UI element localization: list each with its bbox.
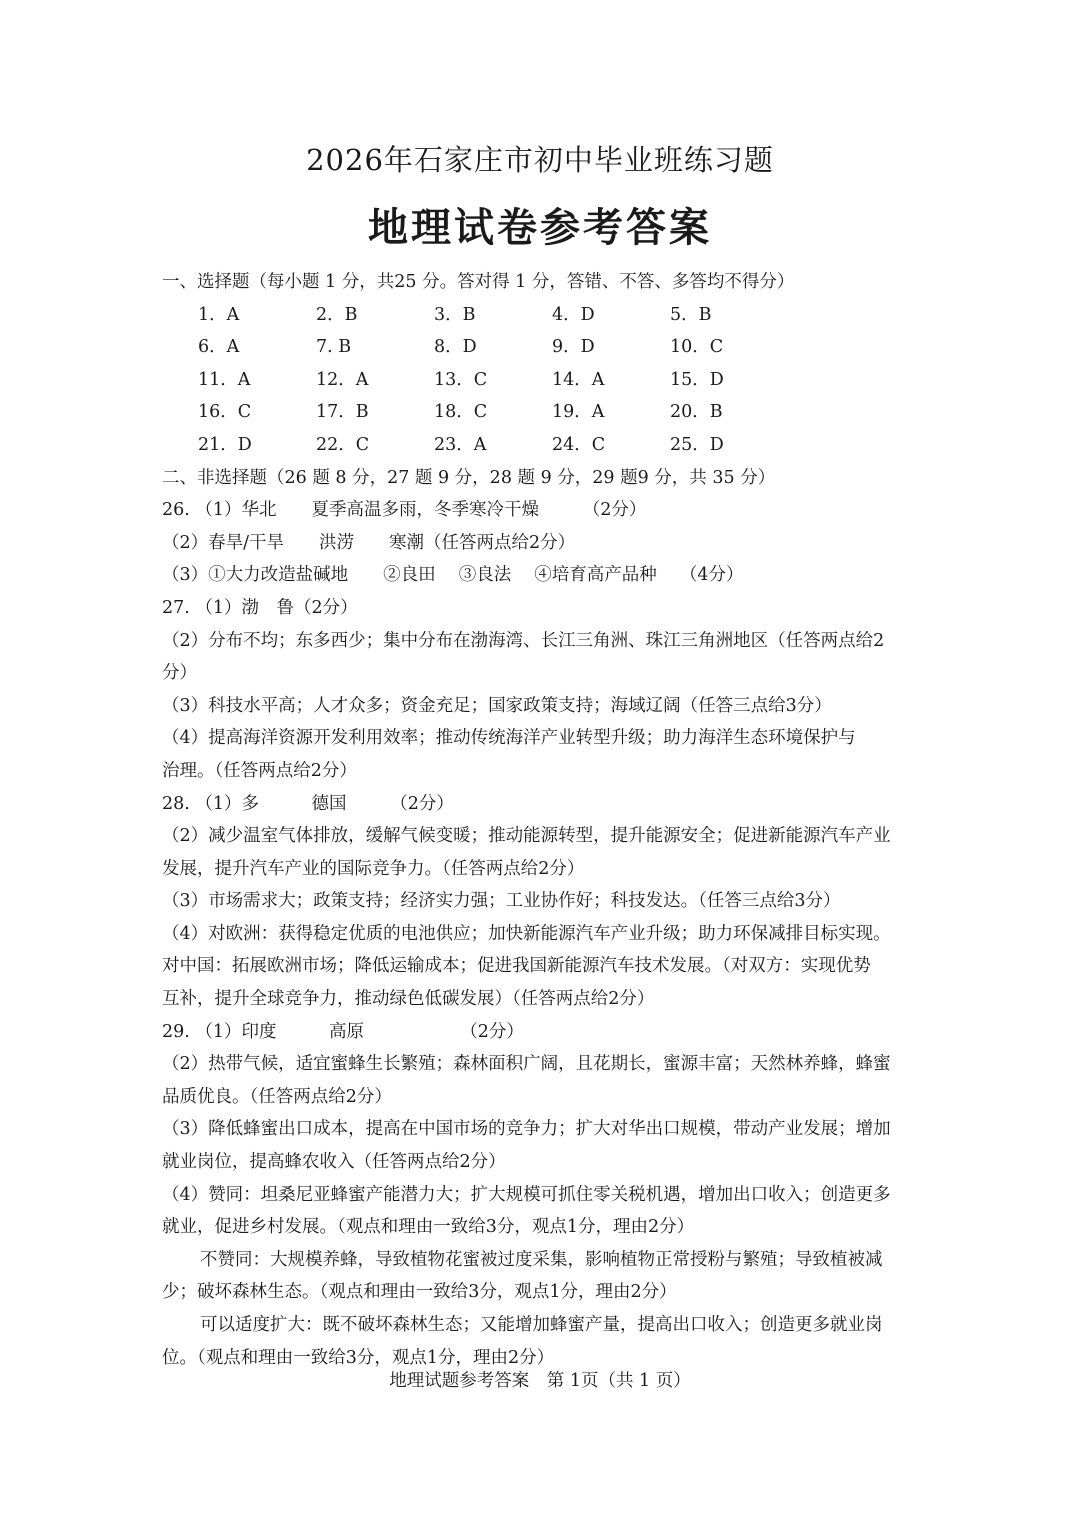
answer-line: （3）市场需求大；政策支持；经济实力强；工业协作好；科技发达。（任答三点给3分） bbox=[162, 891, 841, 912]
answer-line: （2）春旱/干旱 洪涝 寒潮（任答两点给2分） bbox=[162, 532, 576, 553]
answer-line: 就业，促进乡村发展。（观点和理由一致给3分，观点1分，理由2分） bbox=[162, 1217, 695, 1238]
answer-item: 5．B bbox=[670, 304, 712, 325]
answer-line: 对中国：拓展欧洲市场；降低运输成本；促进我国新能源汽车技术发展。（对双方：实现优势 bbox=[162, 956, 871, 977]
section2-heading: 二、非选择题（26 题 8 分，27 题 9 分，28 题 9 分，29 题9 分，共 35 分） bbox=[162, 467, 776, 488]
answer-item: 14．A bbox=[552, 369, 605, 390]
answer-row bbox=[162, 396, 922, 429]
answer-line: （2）热带气候，适宜蜜蜂生长繁殖；森林面积广阔，且花期长，蜜源丰富；天然林养蜂，蜂蜜 bbox=[162, 1054, 891, 1075]
answer-item: 8．D bbox=[434, 337, 477, 358]
answer-item: 25．D bbox=[670, 434, 724, 455]
answer-item: 18．C bbox=[434, 402, 488, 423]
answer-line: 不赞同：大规模养蜂，导致植物花蜜被过度采集，影响植物正常授粉与繁殖；导致植被减 bbox=[200, 1249, 883, 1270]
answer-item: 1．A bbox=[198, 304, 240, 325]
answer-line: （4）提高海洋资源开发利用效率；推动传统海洋产业转型升级；助力海洋生态环境保护与 bbox=[162, 728, 856, 749]
answer-item: 22．C bbox=[316, 434, 370, 455]
section1-heading: 一、选择题（每小题 1 分，共25 分。答对得 1 分，答错、不答、多答均不得分） bbox=[162, 272, 795, 292]
answer-item: 19．A bbox=[552, 402, 605, 423]
answer-body bbox=[162, 266, 922, 1374]
answer-line: 就业岗位，提高蜂农收入（任答两点给2分） bbox=[162, 1152, 506, 1173]
answer-line: 可以适度扩大：既不破坏森林生态；又能增加蜂蜜产量，提高出口收入；创造更多就业岗 bbox=[200, 1315, 883, 1335]
answer-line: （3）降低蜂蜜出口成本，提高在中国市场的竞争力；扩大对华出口规模，带动产业发展；增加 bbox=[162, 1119, 891, 1140]
answer-line: 互补，提升全球竞争力，推动绿色低碳发展）（任答两点给2分） bbox=[162, 989, 655, 1010]
answer-line: 分） bbox=[162, 663, 197, 684]
answer-line: 位。（观点和理由一致给3分，观点1分，理由2分） bbox=[162, 1347, 555, 1368]
answer-item: 6．A bbox=[198, 337, 240, 358]
answer-item: 9．D bbox=[552, 337, 595, 358]
answer-line: （4）赞同：坦桑尼亚蜂蜜产能潜力大；扩大规模可抓住零关税机遇，增加出口收入；创造更多 bbox=[162, 1184, 891, 1205]
answer-item: 3．B bbox=[434, 304, 476, 325]
exam-title: 2026年石家庄市初中毕业班练习题 bbox=[306, 143, 774, 177]
answer-line: 发展，提升汽车产业的国际竞争力。（任答两点给2分） bbox=[162, 858, 585, 879]
answer-line: 品质优良。（任答两点给2分） bbox=[162, 1086, 392, 1107]
answer-line: （2）减少温室气体排放，缓解气候变暖；推动能源转型，提升能源安全；促进新能源汽车产业 bbox=[162, 826, 891, 847]
answer-item: 12．A bbox=[316, 369, 369, 390]
answer-item: 23．A bbox=[434, 434, 487, 455]
answer-item: 24．C bbox=[552, 434, 606, 455]
answer-item: 7. B bbox=[316, 337, 352, 358]
answer-item: 21．D bbox=[198, 434, 252, 455]
answer-line: （4）对欧洲：获得稳定优质的电池供应；加快新能源汽车产业升级；助力环保减排目标实现。 bbox=[162, 923, 891, 944]
answer-item: 17．B bbox=[316, 402, 369, 423]
answer-item: 4．D bbox=[552, 304, 595, 325]
answer-line: 少；破坏森林生态。（观点和理由一致给3分，观点1分，理由2分） bbox=[162, 1282, 677, 1303]
answer-row bbox=[162, 299, 922, 332]
answer-item: 10．C bbox=[670, 337, 724, 358]
answer-item: 2．B bbox=[316, 304, 358, 325]
answer-line: 27. （1）渤 鲁（2分） bbox=[162, 597, 358, 618]
answer-line: 26. （1）华北 夏季高温多雨，冬季寒冷干燥 （2分） bbox=[162, 500, 647, 521]
answer-line: （3）科技水平高；人才众多；资金充足；国家政策支持；海域辽阔（任答三点给3分） bbox=[162, 695, 832, 716]
answer-item: 13．C bbox=[434, 369, 488, 390]
answer-line: 29. （1）印度 高原 （2分） bbox=[162, 1021, 524, 1042]
answer-item: 16．C bbox=[198, 402, 252, 423]
answer-row bbox=[162, 331, 922, 364]
answer-item: 11．A bbox=[198, 369, 251, 390]
answer-line: （2）分布不均；东多西少；集中分布在渤海湾、长江三角洲、珠江三角洲地区（任答两点给2 bbox=[162, 630, 885, 651]
answer-item: 20．B bbox=[670, 402, 723, 423]
answer-key-title: 地理试卷参考答案 bbox=[368, 204, 712, 251]
answer-line: 28. （1）多 德国 （2分） bbox=[162, 793, 454, 814]
page-footer: 地理试题参考答案 第 1页（共 1 页） bbox=[389, 1371, 691, 1391]
answer-line: （3）①大力改造盐碱地 ②良田 ③良法 ④培育高产品种 （4分） bbox=[162, 565, 744, 586]
answer-item: 15．D bbox=[670, 369, 724, 390]
answer-row bbox=[162, 429, 922, 462]
answer-line: 治理。（任答两点给2分） bbox=[162, 760, 357, 781]
answer-row bbox=[162, 364, 922, 397]
